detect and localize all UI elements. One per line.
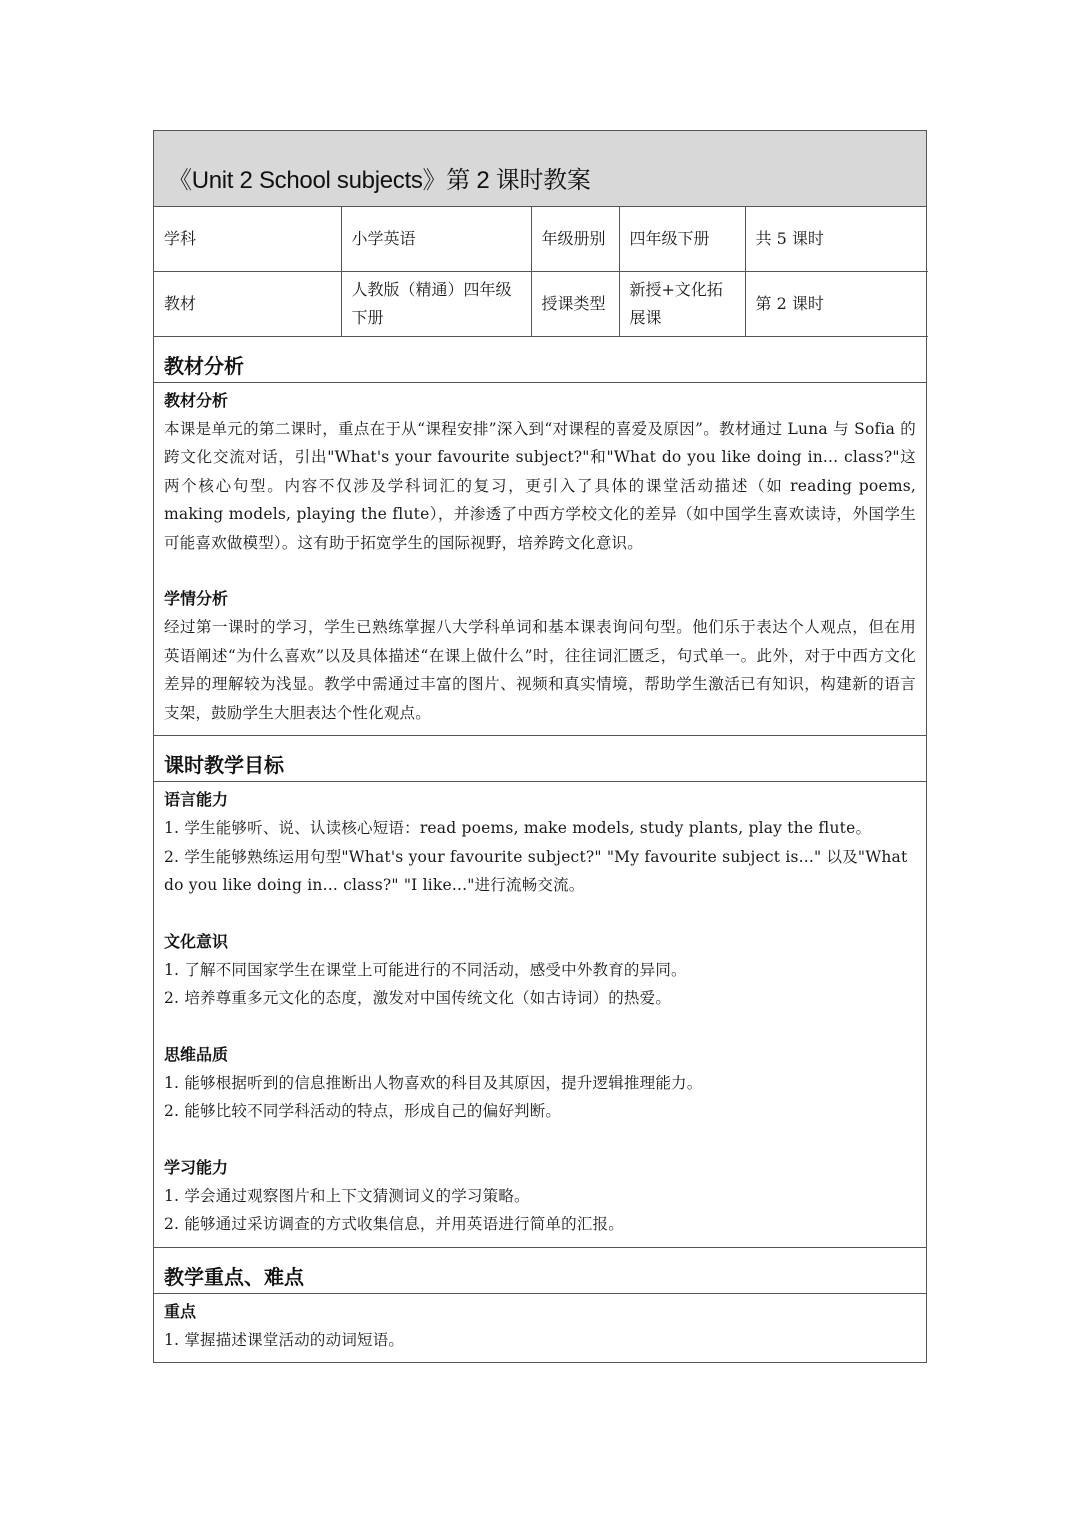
list-item: 2. 学生能够熟练运用句型"What's your favourite subject?" "My favourite subject is..." 以及"What do you like doing in... class?" "I like..."进行流畅交流。 xyxy=(164,847,908,894)
textbook-value: 人教版（精通）四年级下册 xyxy=(341,271,531,336)
section-body-objectives xyxy=(154,782,926,1248)
grade-value: 四年级下册 xyxy=(619,207,745,271)
list-item: 2. 能够比较不同学科活动的特点，形成自己的偏好判断。 xyxy=(164,1102,562,1120)
textbook-label: 教材 xyxy=(154,271,341,336)
list-item: 1. 了解不同国家学生在课堂上可能进行的不同活动，感受中外教育的异同。 xyxy=(164,960,687,979)
subheading-thinking: 思维品质 xyxy=(164,1044,229,1064)
info-table xyxy=(154,207,928,337)
list-item: 1. 学生能够听、说、认读核心短语：read poems, make models, study plants, play the flute。 xyxy=(164,819,872,837)
section-heading-key-points: 教学重点、难点 xyxy=(154,1248,926,1294)
subheading-material: 教材分析 xyxy=(164,390,229,410)
list-item: 2. 培养尊重多元文化的态度，激发对中国传统文化（如古诗词）的热爱。 xyxy=(164,989,672,1007)
list-item: 2. 能够通过采访调查的方式收集信息，并用英语进行简单的汇报。 xyxy=(164,1215,624,1233)
document-title: 《Unit 2 School subjects》第 2 课时教案 xyxy=(168,167,591,194)
list-item: 1. 学会通过观察图片和上下文猜测词义的学习策略。 xyxy=(164,1186,530,1205)
subject-label: 学科 xyxy=(154,207,341,271)
section-heading-objectives: 课时教学目标 xyxy=(154,736,926,782)
subheading-culture: 文化意识 xyxy=(164,931,229,951)
subheading-learning: 学习能力 xyxy=(164,1157,229,1177)
list-item: 1. 能够根据听到的信息推断出人物喜欢的科目及其原因，提升逻辑推理能力。 xyxy=(164,1073,703,1092)
lesson-number-value: 第 2 课时 xyxy=(745,271,928,336)
subheading-focus: 重点 xyxy=(164,1301,197,1321)
lesson-plan-sheet xyxy=(153,130,927,1363)
list-item: 1. 掌握描述课堂活动的动词短语。 xyxy=(164,1330,405,1349)
spacer xyxy=(164,1013,916,1041)
total-lessons-value: 共 5 课时 xyxy=(745,207,928,271)
lesson-type-value: 新授+文化拓展课 xyxy=(619,271,745,336)
section-heading-analysis: 教材分析 xyxy=(154,337,926,383)
material-analysis-text: 本课是单元的第二课时，重点在于从“课程安排”深入到“对课程的喜爱及原因”。教材通过 Luna 与 Sofia 的跨文化交流对话，引出"What's your favourite subject?"和"What do you like doing in... class?"这两个核心句型。内容不仅涉及学科词汇的复习，更引入了具体的课堂活动描述（如 reading poems, making models, playing the flute），并渗透了中西方学校文化的差异（如中国学生喜欢读诗，外国学生可能喜欢做模型）。这有助于拓宽学生的国际视野，培养跨文化意识。 xyxy=(164,419,916,552)
spacer xyxy=(164,557,916,585)
student-analysis-text: 经过第一课时的学习，学生已熟练掌握八大学科单词和基本课表询问句型。他们乐于表达个人观点，但在用英语阐述“为什么喜欢”以及具体描述“在课上做什么”时，往往词汇匮乏，句式单一。此外，对于中西方文化差异的理解较为浅显。教学中需通过丰富的图片、视频和真实情境，帮助学生激活已有知识，构建新的语言支架，鼓励学生大胆表达个性化观点。 xyxy=(164,618,916,722)
info-row-textbook xyxy=(154,271,928,336)
spacer xyxy=(164,900,916,928)
subheading-students: 学情分析 xyxy=(164,589,229,608)
section-body-analysis xyxy=(154,383,926,737)
subheading-language: 语言能力 xyxy=(164,790,229,809)
section-body-key-points xyxy=(154,1294,926,1363)
grade-label: 年级册别 xyxy=(531,207,619,271)
info-row-subject xyxy=(154,207,928,271)
subject-value: 小学英语 xyxy=(341,207,531,271)
spacer xyxy=(164,1126,916,1154)
lesson-type-label: 授课类型 xyxy=(531,271,619,336)
title-bar xyxy=(154,131,926,207)
